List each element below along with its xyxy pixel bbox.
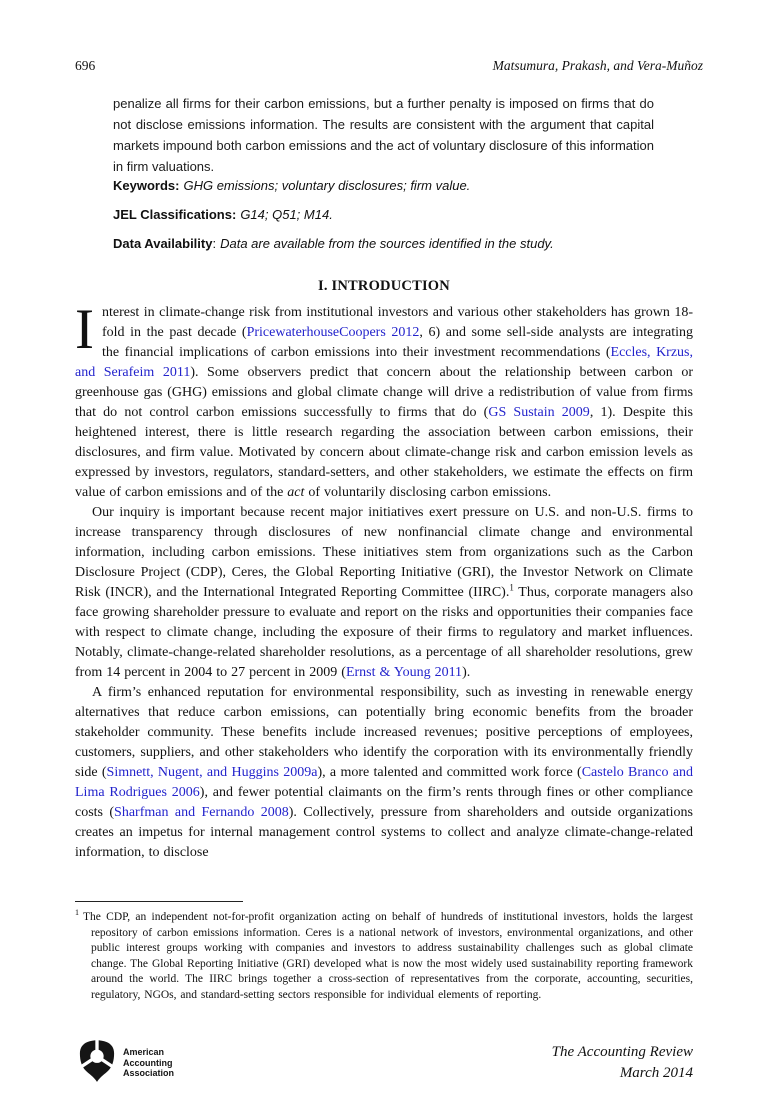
keywords-text: GHG emissions; voluntary disclosures; firm value.	[183, 178, 471, 193]
paragraph-content	[75, 505, 693, 680]
paragraph-content	[75, 685, 693, 860]
aaa-logo	[78, 1038, 174, 1084]
body-text	[75, 298, 694, 863]
footnote-text: The CDP, an independent not-for-profit organization acting on behalf of hundreds of institutional investors, holds the largest repository of carbon emissions information. Ceres is a national network of investors, environmental organizations, and other public interest groups working with companies and investors to address sustainability challenges such as global climate change. The Global Reporting Initiative (GRI) developed what is now the most widely used sustainability reporting framework around the world. The IIRC brings together a cross-section of representatives from the corporate, accounting, securities, regulatory, NGOs, and standard-setting sectors responsible for individual elements of reporting.	[83, 911, 693, 1001]
body-text-segment: Our inquiry is important because recent major initiatives exert pressure on U.S. and non-U.S. firms to increase transparency through disclosures of new nonfinancial climate change and environmental information, including carbon emissions. These initiatives stem from organizations such as the Carbon Disclosure Project (CDP), Ceres, the Global Reporting Initiative (GRI), the Investor Network on Climate Risk (INCR), and the International Integrated Reporting Committee (IIRC).	[75, 505, 693, 600]
aaa-logo-line-1: American	[123, 1047, 165, 1057]
aaa-logo-text	[123, 1038, 174, 1079]
data-availability-label: Data Availability	[113, 236, 213, 251]
footnote-area	[75, 901, 693, 1003]
keywords-label: Keywords:	[113, 178, 180, 193]
aaa-logo-line-3: Association	[123, 1068, 175, 1078]
body-text-segment: ). Collectively, pressure from shareholders and outside organizations creates an impetus for internal management control systems to collect and analyze climate-change-related information, to disclose	[75, 805, 693, 860]
page-footer	[78, 1038, 693, 1084]
intro-paragraph-1	[75, 298, 694, 503]
footnote-reference-marker: 1	[509, 582, 514, 593]
data-availability-line	[113, 235, 654, 252]
abstract-text: penalize all firms for their carbon emissions, but a further penalty is imposed on firms that do not disclose emissions information. The results are consistent with the argument that capital markets impound both carbon emissions and the act of voluntary disclosure of this information in firm valuations.	[113, 96, 654, 174]
meta-block	[113, 177, 654, 264]
journal-name: The Accounting Review	[551, 1044, 693, 1060]
citation-link[interactable]: Ernst & Young 2011	[345, 665, 463, 680]
body-text-segment: , 6) and some sell-side analysts are integrating the financial implications of carbon emissions into their investment recommendations (	[101, 325, 693, 360]
running-head: Matsumura, Prakash, and Vera-Muñoz	[492, 58, 703, 73]
paragraph-content	[75, 298, 694, 500]
citation-link[interactable]: Eccles, Krzus, and Serafeim 2011	[75, 345, 694, 380]
body-text-segment: ), a more talented and committed work force (	[317, 765, 582, 780]
intro-paragraph-2	[75, 503, 693, 683]
footnote-1	[75, 910, 693, 1003]
citation-link[interactable]: GS Sustain 2009	[488, 405, 590, 420]
body-text-segment: , 1). Despite this heightened interest, there is little research regarding the association between carbon emissions, their disclosures, and firm value. Motivated by concern about climate-change risk and carbon emission levels as expressed by investors, regulators, standard-setters, and other stakeholders, we estimate the effects on firm value of carbon emissions and of the	[75, 405, 693, 500]
body-text-segment: nterest in climate-change risk from institutional investors and various other stakeholders has grown 18-fold in the past decade (	[101, 305, 693, 340]
jel-label: JEL Classifications:	[113, 207, 237, 222]
section-heading-introduction: I. INTRODUCTION	[318, 278, 450, 294]
footnote-separator-rule	[75, 901, 243, 902]
jel-line	[113, 206, 654, 223]
journal-info	[552, 1038, 693, 1084]
body-text-segment: ).	[462, 665, 471, 680]
body-text-segment: A firm’s enhanced reputation for environmental responsibility, such as investing in renewable energy alternatives that reduce carbon emissions, can potentially bring economic benefits from the broader stakeholder community. These benefits include increased revenues; positive perceptions of employees, customers, suppliers, and other stakeholders who identify the corporation with its environmentally friendly side (	[75, 685, 693, 780]
body-text-segment: ). Some observers predict that concern about the relationship between carbon or greenhouse gas (GHG) emissions and global climate change will drive a redistribution of value from firms that do not control carbon emissions successfully to firms that do (	[75, 365, 693, 420]
dropcap: I	[75, 298, 94, 361]
citation-link[interactable]: PricewaterhouseCoopers 2012	[246, 325, 420, 340]
citation-link[interactable]: Castelo Branco and Lima Rodrigues 2006	[75, 765, 693, 800]
body-text-segment: of voluntarily disclosing carbon emissions.	[304, 485, 552, 500]
footnote-number: 1	[75, 908, 79, 918]
data-availability-colon: :	[212, 236, 217, 251]
journal-issue: March 2014	[619, 1065, 693, 1081]
keywords-line	[113, 177, 654, 194]
aaa-logo-line-2: Accounting	[123, 1057, 173, 1068]
body-text-segment: Thus, corporate managers also face growing shareholder pressure to evaluate and report on the risks and opportunities their companies face with respect to climate change, including the exposure of their firms to regulatory and market influences. Notably, climate-change-related shareholder resolutions, as a percentage of all shareholder resolutions, grew from 14 percent in 2004 to 27 percent in 2009 (	[75, 585, 693, 680]
page-number: 696	[75, 58, 96, 73]
citation-link[interactable]: Sharfman and Fernando 2008	[114, 805, 289, 820]
data-availability-text: Data are available from the sources identified in the study.	[220, 236, 554, 251]
citation-link[interactable]: Simnett, Nugent, and Huggins 2009a	[106, 765, 318, 780]
emphasis-text: act	[287, 485, 305, 500]
intro-paragraph-3	[75, 683, 693, 863]
body-text-segment: ), and fewer potential claimants on the firm’s rents through fines or other compliance costs (	[75, 785, 693, 820]
jel-text: G14; Q51; M14.	[240, 207, 333, 222]
page-header	[75, 58, 703, 74]
aaa-logo-icon	[78, 1038, 116, 1084]
